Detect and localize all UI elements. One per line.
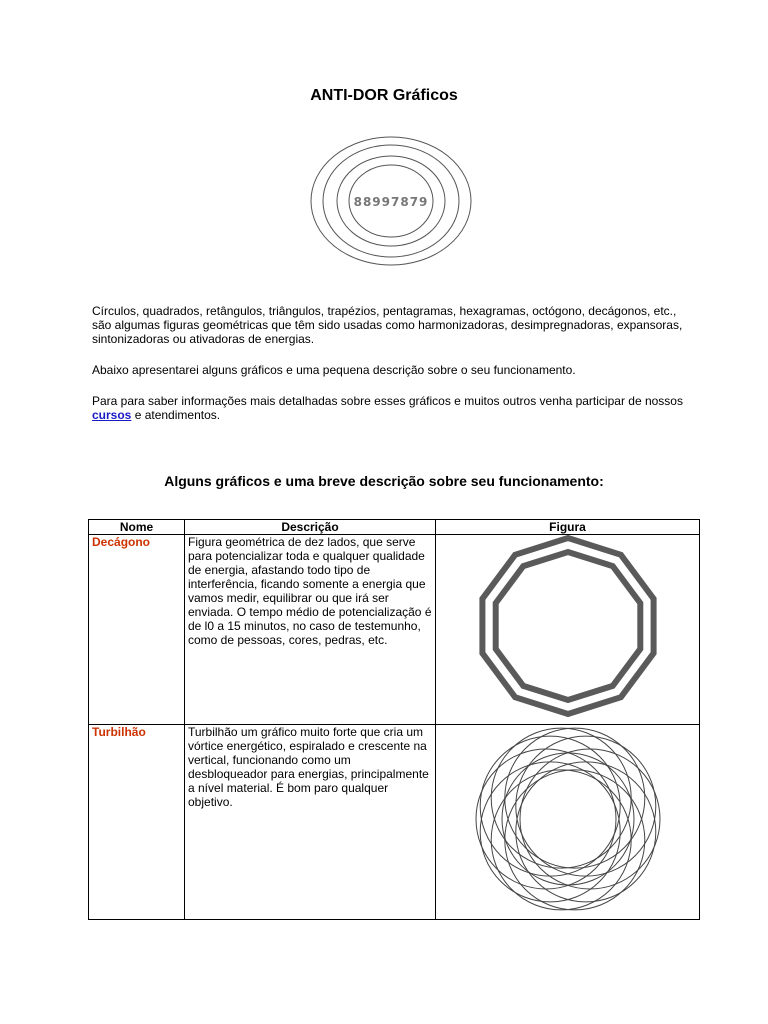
courses-text-before: Para para saber informações mais detalhadas sobre esses gráficos e muitos outros venha participar de nossos: [92, 394, 683, 408]
decagon-inner-ring: [495, 552, 640, 700]
header-description: Descrição: [185, 520, 436, 535]
courses-paragraph: [92, 394, 696, 422]
page-title: ANTI-DOR Gráficos: [310, 87, 458, 104]
header-figure: Figura: [436, 520, 700, 535]
concentric-circles-icon: [307, 134, 475, 268]
vortex-swirl-circle: [480, 762, 620, 902]
courses-link[interactable]: cursos: [92, 408, 132, 422]
vortex-swirl-circle: [480, 736, 620, 876]
header-name: Nome: [89, 520, 185, 535]
graphics-table: [88, 519, 700, 920]
overview-paragraph: Abaixo apresentarei alguns gráficos e uma pequena descrição sobre o seu funcionamento.: [92, 363, 576, 377]
hero-number: 88997879: [353, 195, 429, 209]
row-name-decagono: Decágono: [89, 535, 185, 725]
vortex-swirl-circle: [515, 762, 655, 902]
row-description: Figura geométrica de dez lados, que serve para potencializar toda e qualquer qualidade de energia, afastando todo tipo de interferência, ficando somente a energia que vamos medir, equilibrar ou que irá ser enviada. O tempo médio de potencialização é de l0 a 15 minutos, no caso de testemunho, como de pessoas, cores, pedras, etc.: [185, 535, 436, 725]
row-name-turbilhao: Turbilhão: [89, 725, 185, 920]
table-row: [89, 725, 700, 920]
concentric-circles-figure: [307, 134, 475, 268]
courses-text-after: e atendimentos.: [131, 408, 221, 422]
vortex-figure-icon: [473, 725, 663, 913]
table-header-row: [89, 520, 700, 535]
decagon-figure-icon: [473, 535, 663, 717]
vortex-swirl-circle: [515, 736, 655, 876]
vortex-center-circle: [502, 753, 634, 885]
table-row: [89, 535, 700, 725]
intro-paragraph: Círculos, quadrados, retângulos, triângulos, trapézios, pentagramas, hexagramas, octógono, decágonos, etc., são algumas figuras geométricas que têm sido usadas como harmonizadoras, desimpregnadoras, expansoras, sintonizadoras ou ativadoras de energias.: [92, 304, 683, 346]
row-figure: [436, 535, 700, 725]
row-figure: [436, 725, 700, 920]
decagon-outer-ring: [482, 538, 653, 714]
row-description: Turbilhão um gráfico muito forte que cria um vórtice energético, espiralado e crescente na vertical, funcionando como um desbloqueador para energias, principalmente a nível material. É bom paro qualquer objetivo.: [185, 725, 436, 920]
section-heading: Alguns gráficos e uma breve descrição sobre seu funcionamento:: [164, 473, 604, 489]
